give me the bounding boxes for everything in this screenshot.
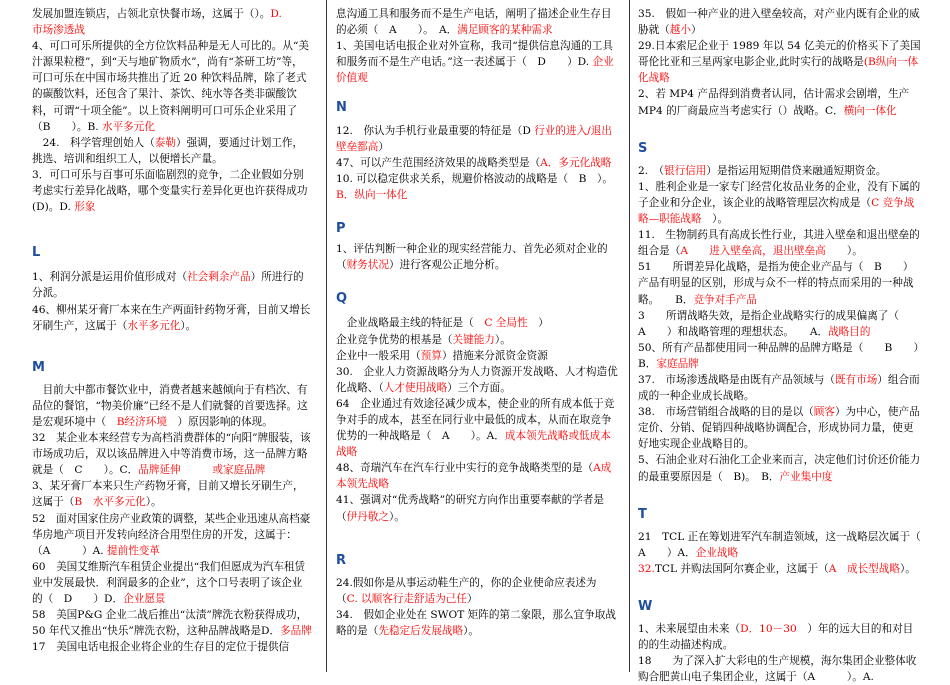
answer-text: C 竞争战略—职能战略 bbox=[638, 196, 915, 226]
spacer bbox=[638, 119, 923, 141]
question-paragraph bbox=[32, 478, 312, 510]
section-letter-heading: T bbox=[638, 506, 647, 522]
answer-text: 市场渗透战 bbox=[32, 24, 85, 37]
question-text: ）措施来分派资金资源 bbox=[441, 349, 548, 362]
question-paragraph bbox=[32, 430, 312, 478]
question-text: 64 企业通过有效途径减少成本，使企业的所有成本低于竞争对手的成本，甚至在同行业中最低的成本，从而在取竞争优势的一种战略是（ A ）。A． bbox=[336, 397, 615, 443]
question-text: 1、美国电话电报企业对外宣称，我司“提供信息沟通的工具和服务而不是生产电话。”这一表述属于（ D ）D. bbox=[336, 40, 613, 69]
question-text: 目前大中都市餐饮业中，消费者越来越倾向于有档次、有品位的餐馆，“物美价廉”已经不是人们就餐的首要选择。这是宏观环境中（ bbox=[32, 383, 308, 428]
question-text: 息沟通工具和服务而不是生产电话，阐明了描述企业生存目的必须（ A ）。 A． bbox=[336, 8, 612, 37]
answer-text: 产业集中度 bbox=[779, 470, 833, 483]
question-paragraph bbox=[336, 364, 618, 396]
answer-text: D. bbox=[270, 8, 282, 20]
question-text: ）进行客观公正地分析。 bbox=[388, 259, 506, 272]
question-paragraph bbox=[32, 382, 312, 430]
question-paragraph bbox=[32, 269, 312, 301]
question-text: 35. 假如一种产业的进入壁垒较高，对产业内既有企业的威胁就（ bbox=[638, 8, 920, 37]
question-paragraph bbox=[336, 241, 618, 273]
question-paragraph bbox=[638, 340, 923, 372]
question-text: 1、胜利企业是一家专门经营化妆品业务的企业，没有下属的子企业和分企业，该企业的战略管理层次构成是（ bbox=[638, 180, 921, 209]
answer-text: C. 以顺客行走舒适为己任 bbox=[346, 592, 467, 605]
question-text: TCL 并购法国阿尔赛企业，这属于（ bbox=[654, 562, 829, 575]
spacer bbox=[336, 86, 618, 100]
answer-text: 横向一体化 bbox=[843, 104, 897, 117]
question-text: 29.日本索尼企业于 1989 年以 54 亿美元的价格买下了美国哥伦比亚和三星两家电影企业,此时实行的战略是 bbox=[638, 40, 921, 69]
question-text: ） bbox=[690, 24, 702, 37]
question-paragraph bbox=[638, 452, 923, 484]
answer-text: B 水平多元化 bbox=[74, 496, 146, 509]
question-paragraph bbox=[336, 492, 618, 524]
column-divider-1 bbox=[326, 0, 327, 672]
question-paragraph bbox=[638, 404, 923, 452]
question-text: ）。 bbox=[388, 510, 405, 523]
question-paragraph bbox=[638, 227, 923, 259]
answer-text: 成本领先战略或低成本战略 bbox=[336, 430, 611, 459]
answer-text: 形象 bbox=[74, 201, 96, 214]
answer-text: 社会剩余产品 bbox=[187, 271, 251, 284]
answer-text: 关键能力 bbox=[452, 333, 495, 346]
spacer bbox=[336, 203, 618, 221]
question-text: ）三个方面。 bbox=[447, 381, 511, 394]
question-text: 24. 科学管理创始人（ bbox=[32, 136, 155, 149]
question-text: 60 美国艾维斯汽车租赁企业提出“我们但愿成为汽车租赁业中发展最快．利润最多的企业”，这个口号表明了该企业的（ D ）D． bbox=[32, 560, 306, 605]
question-paragraph bbox=[336, 348, 618, 364]
answer-text: 竞争对手产品 bbox=[693, 293, 758, 306]
column-2 bbox=[336, 6, 618, 639]
question-paragraph bbox=[638, 259, 923, 307]
question-text: ）。 bbox=[701, 213, 729, 226]
question-text: 50、所有产品都使用同一种品牌的品牌方略是（ B ）B． bbox=[638, 341, 919, 370]
question-paragraph bbox=[336, 315, 618, 331]
question-text: ）为中心，使产品定价、分销、促销四种战略协调配合，形成协同力量，使更好地实现企业战略目的。 bbox=[638, 406, 920, 451]
question-text: ） bbox=[527, 317, 549, 330]
answer-text: 水平多元化 bbox=[127, 319, 181, 332]
question-text: ）。 bbox=[494, 333, 511, 346]
answer-text: 多品牌 bbox=[280, 625, 312, 638]
question-paragraph bbox=[336, 38, 618, 86]
question-text: 58 美国P&G 企业二战后推出“汰渍”牌洗衣粉获得成功，50 年代又推出“快乐”牌洗衣粉，这种品牌战略是D． bbox=[32, 609, 308, 638]
column-3 bbox=[638, 6, 942, 685]
question-text: 1、未来展望由未来（ bbox=[638, 623, 741, 636]
column-1 bbox=[32, 6, 312, 655]
question-paragraph bbox=[336, 123, 618, 155]
answer-text: 战略目的 bbox=[828, 325, 871, 338]
question-text: 4、可口可乐所提供的全方位饮料品种是无人可比的。从“美汁源果粒橙”，到“天与地矿物质水”，尚有“茶研工坊”等，可口可乐在中国市场共推出了近 20 种饮料品牌，除了老式的碳酸饮料，还包含了果汁、茶饮、纯水等各类非碳酸饮料，可谓“十项全能”。以上资料阐明可口可乐企业采用了（B ）。B. bbox=[32, 40, 309, 133]
spacer bbox=[336, 273, 618, 291]
question-paragraph bbox=[638, 86, 923, 118]
question-paragraph bbox=[32, 302, 312, 334]
question-text: ） bbox=[467, 592, 478, 605]
question-text: 1、评估判断一种企业的现实经营能力、首先必须对企业的（ bbox=[336, 243, 608, 272]
question-paragraph bbox=[32, 6, 312, 22]
answer-text: (B纵向一体化战略 bbox=[638, 56, 919, 85]
question-text: ）。 bbox=[825, 245, 863, 258]
answer-text: 财务状况 bbox=[346, 259, 389, 272]
answer-text: 伊丹敬之 bbox=[346, 510, 389, 523]
answer-text: A成本领先战略 bbox=[336, 462, 612, 491]
answer-text: 提前性变革 bbox=[107, 544, 160, 557]
question-text: 发展加盟连锁店，占领北京快餐市场，这属于（）。 bbox=[32, 8, 271, 20]
section-letter-heading: L bbox=[32, 245, 41, 261]
answer-text: 企业愿景 bbox=[123, 593, 166, 605]
spacer bbox=[32, 261, 312, 269]
question-text: 3．可口可乐与百事可乐面临剧烈的竞争，二企业假如分别考虑实行差异化战略，哪个变量实行差异化更也许获得成功(D)。D. bbox=[32, 168, 308, 214]
question-paragraph bbox=[638, 561, 923, 577]
question-paragraph bbox=[336, 6, 618, 38]
answer-text: A 进入壁垒高，退出壁垒高 bbox=[680, 245, 826, 258]
question-paragraph bbox=[32, 639, 312, 655]
question-paragraph bbox=[638, 163, 923, 179]
answer-text: 银行信用 bbox=[664, 164, 707, 177]
section-letter-heading: P bbox=[336, 221, 346, 237]
question-text: 21 TCL 正在筹划进军汽车制造领域，这一战略层次属于（ A ）A． bbox=[638, 530, 942, 559]
question-paragraph bbox=[638, 6, 923, 38]
question-paragraph bbox=[336, 171, 618, 203]
question-text: 18 为了深入扩大彩电的生产规模，海尔集团企业整体收购合肥黄山电子集团企业，这属于（A ）。A. bbox=[638, 655, 917, 684]
question-paragraph bbox=[32, 511, 312, 559]
answer-text: D．10－30 bbox=[740, 623, 797, 636]
spacer bbox=[336, 525, 618, 553]
section-letter-heading: W bbox=[638, 599, 653, 614]
answer-text: B经济环境 bbox=[116, 415, 167, 428]
question-paragraph bbox=[32, 135, 312, 167]
question-paragraph bbox=[32, 559, 312, 607]
question-text: 11. 生物制药具有高成长性行业，其进入壁垒和退出壁垒的组合是（ bbox=[638, 229, 920, 258]
question-text: 2. （ bbox=[638, 164, 664, 177]
answer-text: 顾客 bbox=[813, 406, 835, 419]
question-text: ）年的远大目的和对目的的生动描述构成。 bbox=[638, 623, 914, 652]
question-paragraph bbox=[638, 653, 923, 685]
answer-text: 水平多元化 bbox=[101, 120, 155, 133]
question-text: 41、强调对“优秀战略”的研究方向作出重要奉献的学者是（ bbox=[336, 494, 604, 523]
section-letter-heading: R bbox=[336, 552, 347, 568]
answer-text: 家庭品牌 bbox=[656, 357, 699, 370]
section-letter-heading: Q bbox=[336, 291, 348, 307]
question-paragraph bbox=[638, 179, 923, 227]
question-text: ）原因影响的体现。 bbox=[166, 415, 273, 428]
question-text: 51 所谓差异化战略，是指为使企业产品与（ B ）产品有明显的区别，形成与众不一样的特点而采用的一种战略。 B． bbox=[638, 261, 914, 306]
question-paragraph bbox=[638, 621, 923, 653]
question-text: 3 所谓战略失效，是指企业战略实行的成果偏离了（ A ）和战略管理的理想状态。 A． bbox=[638, 309, 921, 338]
question-text: 34. 假如企业处在 SWOT 矩阵的第二象限，那么宜争取战略的是（ bbox=[336, 608, 616, 637]
question-text: 12. 你认为手机行业最重要的特征是（D bbox=[336, 124, 535, 137]
answer-text: 32. bbox=[638, 562, 655, 575]
question-text: 47、可以产生范围经济效果的战略类型是（ bbox=[336, 156, 541, 169]
answer-text: 预算 bbox=[420, 349, 442, 362]
answer-text: 企业价值观 bbox=[336, 56, 614, 85]
question-text: 企业中一般采用（ bbox=[336, 349, 421, 362]
spacer bbox=[336, 307, 618, 315]
answer-text: 越小 bbox=[669, 24, 691, 37]
question-text: ）组合而成的一种企业成长战略。 bbox=[638, 373, 920, 403]
spacer bbox=[638, 577, 923, 599]
question-paragraph bbox=[32, 38, 312, 135]
question-paragraph bbox=[638, 372, 923, 404]
answer-text: 既有市场 bbox=[834, 373, 878, 386]
section-letter-heading: S bbox=[638, 140, 648, 156]
question-paragraph bbox=[638, 38, 923, 86]
question-text: 30. 企业人力资源战略分为人力资源开发战略、人才构造优化战略、（ bbox=[336, 365, 618, 394]
answer-text: 企业战略 bbox=[695, 546, 739, 559]
question-text: ）是指运用短期借贷来融通短期资金。 bbox=[706, 164, 887, 177]
question-text: 32 某企业本来经营专为高档消费群体的“向阳”牌服装，该市场成功后，双以该品牌进入中等消费市场，这一品牌方略就是（ C ）。C． bbox=[32, 432, 311, 477]
question-text: 1、利润分派是运用价值形成对（ bbox=[32, 271, 188, 284]
question-text: 24.假如你是从事运动鞋生产的，你的企业使命应表述为（ bbox=[336, 576, 597, 605]
spacer bbox=[32, 334, 312, 360]
answer-text: 人才使用战略 bbox=[383, 381, 448, 394]
question-paragraph bbox=[336, 332, 618, 348]
question-paragraph bbox=[336, 155, 618, 171]
question-text: ）。 bbox=[180, 319, 197, 332]
question-paragraph bbox=[32, 167, 312, 215]
section-letter-heading: M bbox=[32, 359, 45, 375]
question-text: 52 面对国家住房产业政策的调整，某些企业迅速从高档豪华房地产项目开发转向经济合用型住房的开发，这属于：（A ）A. bbox=[32, 512, 311, 557]
question-paragraph bbox=[32, 22, 312, 38]
question-text: 38. 市场营销组合战略的目的是以（ bbox=[638, 406, 814, 419]
answer-text: A 成长型战略 bbox=[828, 562, 900, 575]
question-text: 46、柳州某牙膏厂本来在生产两面针药物牙膏，目前又增长牙刷生产，这属于（ bbox=[32, 303, 311, 332]
question-paragraph bbox=[638, 308, 923, 340]
question-text: 17 美国电话电报企业将企业的生存目的定位于提供信 bbox=[32, 641, 290, 654]
answer-text: 泰勒 bbox=[154, 136, 176, 149]
question-text: 3、某牙膏厂本来只生产药物牙膏，目前又增长牙刷生产，这属于（ bbox=[32, 480, 304, 509]
question-paragraph bbox=[638, 529, 942, 561]
spacer bbox=[638, 485, 923, 507]
section-letter-heading: N bbox=[336, 100, 347, 116]
question-text: 企业战略最主线的特征是（ bbox=[336, 317, 485, 330]
answer-text: 满足顾客的某种需求 bbox=[457, 24, 553, 37]
question-text: 5、石油企业对石油化工企业来而言，决定他们讨价还价能力的最重要原因是（ B)。 B． bbox=[638, 454, 921, 483]
question-text: 企业竞争优势的根基是（ bbox=[336, 333, 453, 346]
answer-text: C 全局性 bbox=[484, 317, 528, 330]
question-paragraph bbox=[32, 607, 312, 639]
answer-text: 品牌延伸 或家庭品牌 bbox=[138, 464, 266, 477]
spacer bbox=[32, 215, 312, 245]
question-text: ） bbox=[378, 140, 389, 153]
question-text: ）。 bbox=[145, 496, 162, 509]
question-text: 10. 可以稳定供求关系，规避价格波动的战略是（ B ）。 bbox=[336, 172, 613, 185]
answer-text: 先稳定后发展战略 bbox=[378, 625, 464, 637]
question-text: ）。 bbox=[463, 625, 480, 637]
answer-text: A．多元化战略 bbox=[540, 156, 612, 169]
question-text: ）所进行的分派。 bbox=[32, 271, 304, 300]
question-paragraph bbox=[336, 460, 618, 492]
question-paragraph bbox=[336, 607, 618, 639]
answer-text: 行业的进入/退出壁垒都高 bbox=[336, 124, 612, 153]
question-paragraph bbox=[336, 396, 618, 460]
question-text: 37. 市场渗透战略是由既有产品领域与（ bbox=[638, 373, 835, 386]
question-text: ）。 bbox=[899, 562, 916, 575]
answer-text: B．纵向一体化 bbox=[336, 188, 408, 201]
question-paragraph bbox=[336, 575, 618, 607]
question-text: 2、若 MP4 产品得到消费者认同，估计需求会剧增，生产MP4 的厂商最应当考虑实行（）战略。C． bbox=[638, 88, 910, 117]
column-divider-2 bbox=[629, 0, 630, 672]
question-text: ）强调，要通过计划工作，挑选、培训和组织工人，以便增长产量。 bbox=[32, 136, 304, 165]
question-text: 48、奇瑞汽车在汽车行业中实行的竞争战略类型的是（ bbox=[336, 462, 594, 475]
